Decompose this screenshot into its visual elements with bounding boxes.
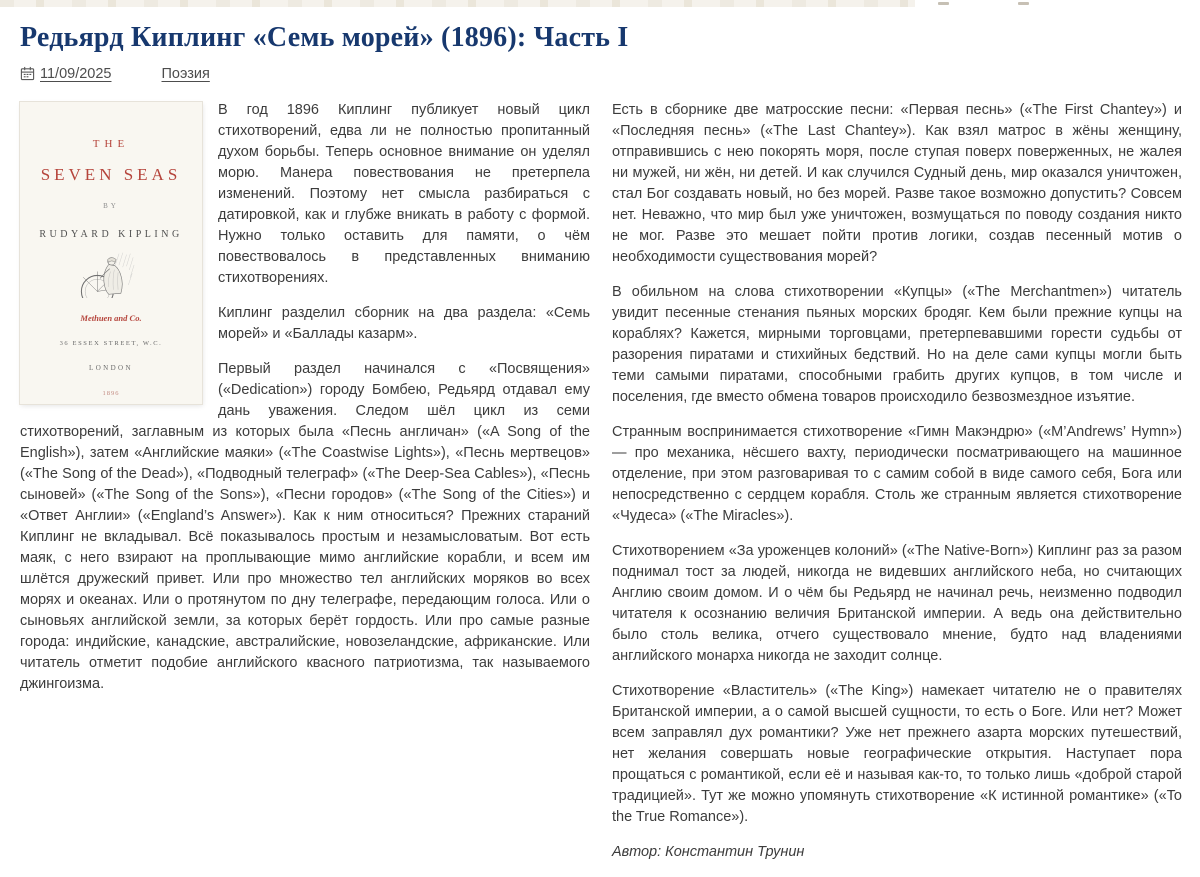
article-paragraph: Стихотворением «За уроженцев колоний» («The Native-Born») Киплинг раз за разом поднимал тост за людей, никогда не видевших английского неба, но считающих Англию своим домом. И о чём бы Редьярд не начинал речь, неизменно подводил читателя к осознанию величия Британской империи. А ведь она действительно было столь велика, отчего существовало мнение, будто над владениями английского монарха никогда не заходит солнце.	[612, 542, 1182, 664]
article-column-left	[20, 100, 590, 877]
article-paragraph: Киплинг разделил сборник на два раздела: «Семь морей» и «Баллады казарм».	[218, 304, 590, 342]
cutoff-content-band	[0, 0, 915, 7]
book-cover-title: SEVEN SEAS	[40, 164, 182, 184]
article-body	[20, 100, 1185, 877]
book-cover-image[interactable]	[20, 102, 202, 404]
post-meta	[20, 66, 1185, 82]
article-paragraph: Первый раздел начинался с «Посвящения» («Dedication») городу Бомбею, Редьярд отдавал ему дань уважения. Следом шёл цикл из семи стихотворений, заглавным из которых была «Песнь англичан» («A Song of the English»), затем «Английские маяки» («The Coastwise Lights»), «Песнь мертвецов» («The Song of the Dead»), «Подводный телеграф» («The Deep-Sea Cables»), «Песнь сыновей» («The Song of the Sons»), «Песни городов» («The Song of the Cities») и «Ответ Англии» («England’s Answer»). Как к ним относиться? Прежних стараний Киплинг не вкладывал. Всё показывалось простым и незамысловатым. Вот есть маяк, с него взирают на проплывающие мимо английские корабли, и всем им шлётся дружеский привет. Или про множество тел английских моряков во всех морях и океанах. Или о протянутом по дну телеграфе, передающим голоса. Или о сыновьях английской земли, за которых берёт гордость. Или про самые разные города: индийские, канадские, австралийские, новозеландские, африканские. Или читатель отметит подобие английского квасного патриотизма, так называемого джингоизма.	[20, 360, 590, 692]
book-cover-address: 36 ESSEX STREET, W.C.	[59, 339, 163, 347]
book-cover-publisher: Methuen and Co.	[80, 312, 142, 323]
sailor-at-wheel-illustration	[59, 251, 163, 298]
page-title: Редьярд Киплинг «Семь морей» (1896): Часть I	[20, 22, 629, 53]
book-cover-pretitle: THE	[92, 137, 130, 150]
cutoff-text-fragment	[938, 2, 949, 5]
book-cover-city: LONDON	[89, 363, 133, 372]
article-paragraph: Странным воспринимается стихотворение «Гимн Макэндрю» («M’Andrews’ Hymn») — про механика, нёсшего вахту, периодически посматривающего на машинное отделение, при этом разговаривая то с самим собой в виде самого себя, Бога или непосредственно с сердцем корабля. Столь же странным является стихотворение «Чудеса» («The Miracles»).	[612, 423, 1182, 524]
post-page	[0, 7, 1200, 877]
article-paragraph: Есть в сборнике две матросские песни: «Первая песнь» («The First Chantey») и «Последняя песнь» («The Last Chantey»). Как взял матрос в жёны женщину, отправившись с нею покорять моря, после ступая поверх поверженных, не жалея ни мужей, ни жён, ни детей. И как случился Судный день, мир оказался уничтожен, стал Бог создавать новый, но без морей. Разве такое возможно допустить? Совсем нет. Неважно, что мир был уже уничтожен, возмущаться по поводу создания никто не мог. Разве это мешает пойти против логики, создав песенный мотив о необходимости существования морей?	[612, 101, 1182, 265]
article-paragraph: Стихотворение «Властитель» («The King») намекает читателю не о правителях Британской империи, а о самой высшей сущности, то есть о Боге. Или нет? Может всем заправлял дух романтики? Уже нет прежнего азарта морских путешествий, нет желания совершать новые географические открытия. Наступает пора прощаться с романтикой, если её и называя как-то, то только лишь «доброй старой традицией». Тут же можно упомянуть стихотворение «К истинной романтике» («To the True Romance»).	[612, 682, 1182, 825]
book-cover-byline: BY	[103, 201, 119, 210]
book-cover-author: RUDYARD KIPLING	[39, 228, 183, 240]
post-category-link[interactable]: Поэзия	[161, 65, 210, 82]
post-date-link[interactable]: 11/09/2025	[40, 65, 112, 82]
article-column-right	[612, 100, 1182, 877]
article-paragraph: В год 1896 Киплинг публикует новый цикл стихотворений, едва ли не полностью пропитанный духом борьбы. Теперь основное внимание он уделял морю. Манера повествования не претерпела изменений. Поэтому нет смысла разбираться с датировкой, как и глубже вникать в работу с формой. Нужно только оставить для памяти, о чём повествовалось в представленных вниманию стихотворениях.	[218, 101, 590, 286]
author-signature: Автор: Константин Трунин	[612, 843, 805, 860]
book-cover-year: 1896	[102, 389, 120, 397]
calendar-icon	[20, 66, 35, 81]
article-paragraph: В обильном на слова стихотворении «Купцы» («The Merchantmen») читатель увидит песенные стенания пьяных морских бродяг. Кем были прежние купцы на кораблях? Кажется, мирными торговцами, претерпевавшими горести судьбы от разорения пиратами и стихийных бедствий. Но на деле сами купцы могли быть теми самыми пиратами, способными грабить других купцов, в том числе и поселения, где вместо обмена товаров происходило безвозмездное изъятие.	[612, 283, 1182, 405]
cutoff-text-fragment	[1018, 2, 1029, 5]
